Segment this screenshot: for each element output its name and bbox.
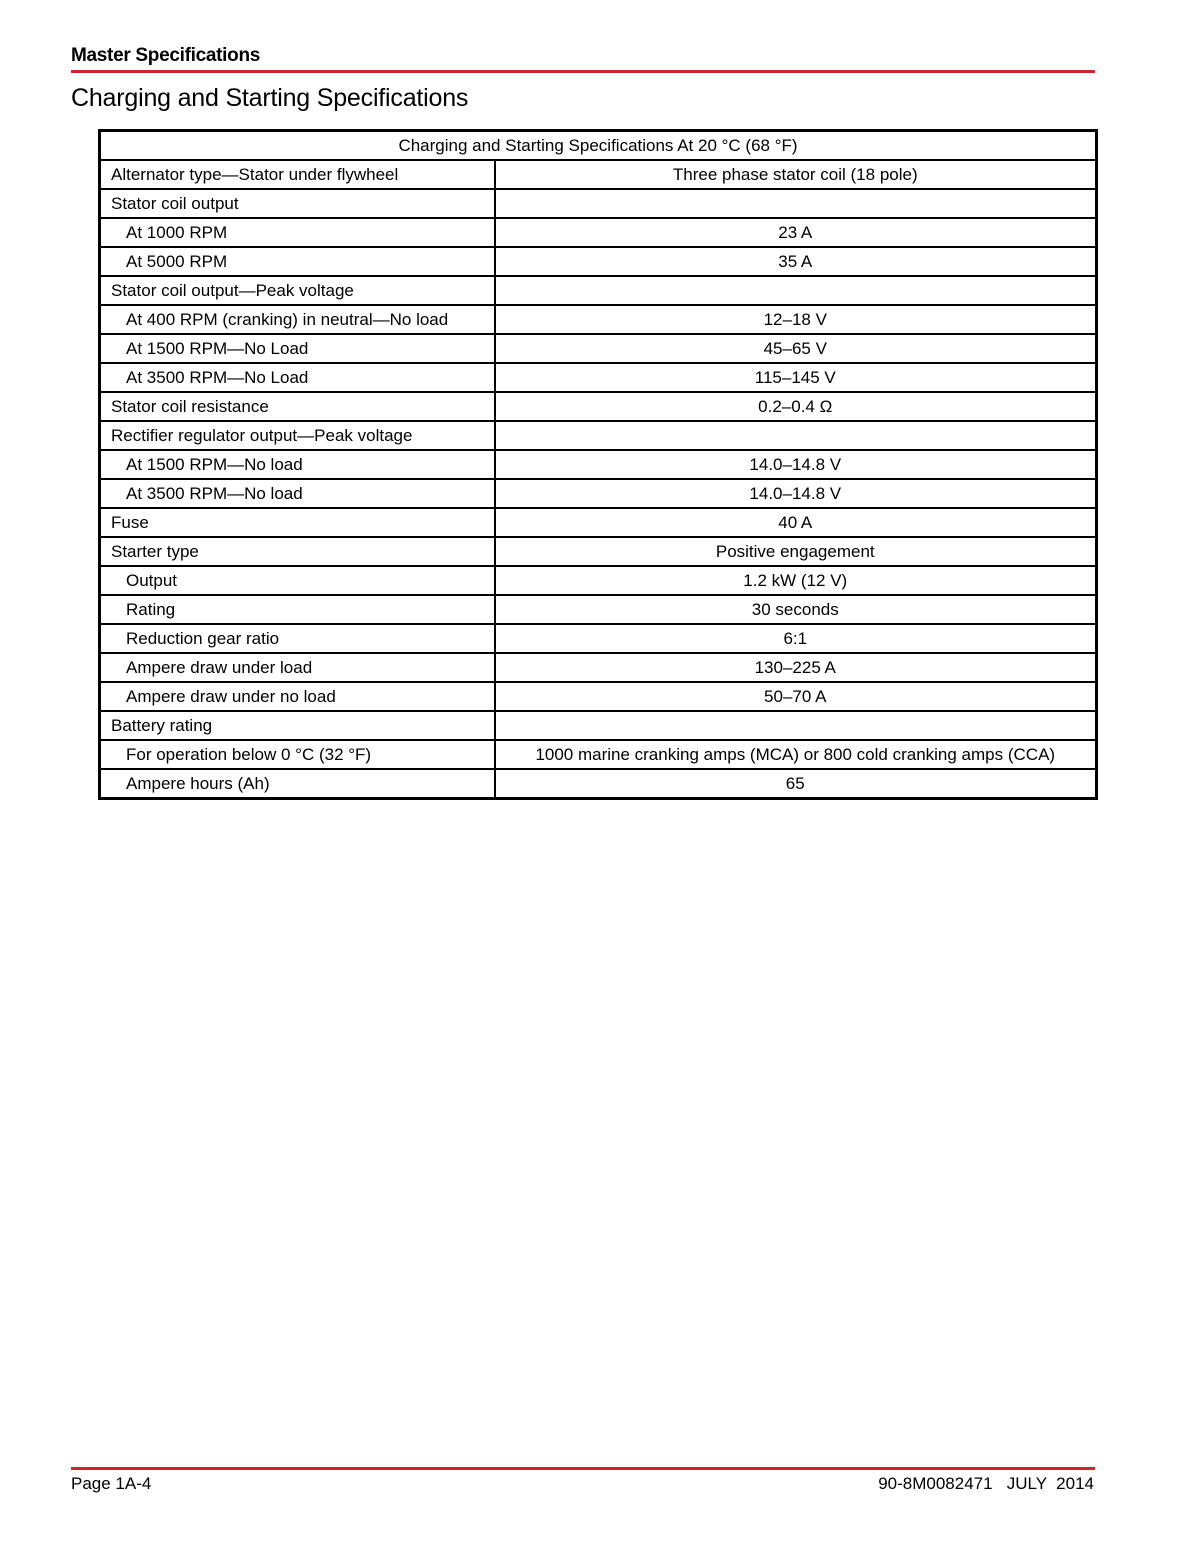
table-row xyxy=(100,740,1097,769)
spec-value: Positive engagement xyxy=(495,537,1097,566)
spec-label: Fuse xyxy=(100,508,495,537)
table-row xyxy=(100,189,1097,218)
table-row xyxy=(100,508,1097,537)
table-row xyxy=(100,218,1097,247)
table-row xyxy=(100,479,1097,508)
table-row xyxy=(100,711,1097,740)
spec-label: Output xyxy=(100,566,495,595)
spec-value: 14.0–14.8 V xyxy=(495,450,1097,479)
spec-value: 50–70 A xyxy=(495,682,1097,711)
spec-label: At 5000 RPM xyxy=(100,247,495,276)
spec-table-body xyxy=(100,160,1097,799)
table-row xyxy=(100,305,1097,334)
table-row xyxy=(100,624,1097,653)
spec-label: Starter type xyxy=(100,537,495,566)
spec-value xyxy=(495,189,1097,218)
spec-value: 35 A xyxy=(495,247,1097,276)
spec-label: Ampere draw under no load xyxy=(100,682,495,711)
spec-label: Stator coil resistance xyxy=(100,392,495,421)
table-row xyxy=(100,334,1097,363)
table-row xyxy=(100,276,1097,305)
spec-label: At 1500 RPM—No Load xyxy=(100,334,495,363)
table-row xyxy=(100,160,1097,189)
spec-value xyxy=(495,421,1097,450)
header-rule xyxy=(71,70,1095,73)
table-row xyxy=(100,769,1097,799)
spec-value: 0.2–0.4 Ω xyxy=(495,392,1097,421)
spec-label: Stator coil output—Peak voltage xyxy=(100,276,495,305)
spec-value: 6:1 xyxy=(495,624,1097,653)
spec-value: 12–18 V xyxy=(495,305,1097,334)
spec-label: For operation below 0 °C (32 °F) xyxy=(100,740,495,769)
spec-label: Battery rating xyxy=(100,711,495,740)
spec-value: 23 A xyxy=(495,218,1097,247)
spec-label: At 400 RPM (cranking) in neutral—No load xyxy=(100,305,495,334)
spec-value: 14.0–14.8 V xyxy=(495,479,1097,508)
table-row xyxy=(100,566,1097,595)
spec-value: 1000 marine cranking amps (MCA) or 800 cold cranking amps (CCA) xyxy=(495,740,1097,769)
table-row xyxy=(100,421,1097,450)
table-caption-row xyxy=(100,131,1097,161)
spec-label: Rectifier regulator output—Peak voltage xyxy=(100,421,495,450)
page-number: Page 1A-4 xyxy=(71,1474,152,1493)
spec-label: At 3500 RPM—No Load xyxy=(100,363,495,392)
table-row xyxy=(100,682,1097,711)
spec-value: 40 A xyxy=(495,508,1097,537)
table-row xyxy=(100,392,1097,421)
table-caption: Charging and Starting Specifications At 20 °C (68 °F) xyxy=(100,131,1097,161)
spec-label: At 1000 RPM xyxy=(100,218,495,247)
spec-value: 65 xyxy=(495,769,1097,799)
table-row xyxy=(100,450,1097,479)
spec-label: Stator coil output xyxy=(100,189,495,218)
spec-value: Three phase stator coil (18 pole) xyxy=(495,160,1097,189)
spec-value: 130–225 A xyxy=(495,653,1097,682)
spec-table xyxy=(98,129,1098,800)
spec-value: 1.2 kW (12 V) xyxy=(495,566,1097,595)
spec-value: 30 seconds xyxy=(495,595,1097,624)
table-row xyxy=(100,363,1097,392)
spec-value xyxy=(495,711,1097,740)
spec-label: Ampere hours (Ah) xyxy=(100,769,495,799)
table-row xyxy=(100,247,1097,276)
spec-label: Rating xyxy=(100,595,495,624)
spec-value: 45–65 V xyxy=(495,334,1097,363)
section-title: Charging and Starting Specifications xyxy=(71,84,469,112)
table-row xyxy=(100,537,1097,566)
spec-value xyxy=(495,276,1097,305)
spec-value: 115–145 V xyxy=(495,363,1097,392)
spec-label: Alternator type—Stator under flywheel xyxy=(100,160,495,189)
footer-rule xyxy=(71,1467,1095,1470)
running-header: Master Specifications xyxy=(71,45,261,66)
spec-label: At 3500 RPM—No load xyxy=(100,479,495,508)
spec-label: Ampere draw under load xyxy=(100,653,495,682)
table-row xyxy=(100,653,1097,682)
document-id: 90-8M0082471 JULY 2014 xyxy=(878,1474,1094,1493)
spec-label: Reduction gear ratio xyxy=(100,624,495,653)
table-row xyxy=(100,595,1097,624)
spec-label: At 1500 RPM—No load xyxy=(100,450,495,479)
